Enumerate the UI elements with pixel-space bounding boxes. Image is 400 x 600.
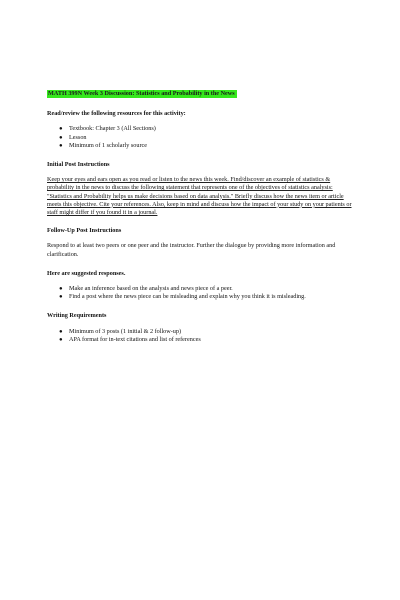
suggested-responses-list <box>47 285 357 301</box>
writing-requirements-list <box>47 328 357 344</box>
bullet-icon: ● <box>59 294 63 301</box>
bullet-icon: ● <box>59 286 63 293</box>
list-item: ● APA format for in-text citations and list of references <box>59 335 201 343</box>
document-title: MATH 399N Week 3 Discussion: Statistics and Probability in the News <box>48 90 235 97</box>
followup-post-text: Respond to at least two peers or one peer and the instructor. Further the dialogue by providing more information and clarification. <box>47 242 336 258</box>
list-item: ● Make an inference based on the analysis and news piece of a peer. <box>59 285 233 293</box>
list-item: ● Minimum of 1 scholarly source <box>59 141 148 149</box>
list-item: ● Find a post where the news piece can be misleading and explain why you think it is misleading. <box>59 293 306 301</box>
suggested-responses-heading: Here are suggested responses. <box>47 269 126 277</box>
bullet-icon: ● <box>59 142 63 149</box>
resources-heading: Read/review the following resources for this activity: <box>47 110 186 118</box>
document-content <box>47 90 357 355</box>
list-item: ● Textbook: Chapter 3 (All Sections) <box>59 125 156 133</box>
bullet-icon: ● <box>59 126 63 133</box>
bullet-icon: ● <box>59 336 63 343</box>
writing-requirements-heading: Writing Requirements <box>47 312 107 320</box>
followup-post-heading: Follow-Up Post Instructions <box>47 227 122 235</box>
bullet-icon: ● <box>59 134 63 141</box>
initial-post-text: Keep your eyes and ears open as you read or listen to the news this week. Find/discover an example of statistics & probability in the news to discuss the following statement that represents one of the objectives of statistics analysis: "Statistics and Probability helps us make decisions based on data analysis." Briefly discuss how the news item or article meets this objective. Cite your references. Also, keep in mind and discuss how the impact of your study on your patients or staff might differ if you found it in a journal. <box>47 176 352 217</box>
bullet-icon: ● <box>59 328 63 335</box>
list-item: ● Minimum of 3 posts (1 initial & 2 follow-up) <box>59 327 182 335</box>
list-item: ● Lesson <box>59 133 87 141</box>
initial-post-heading: Initial Post Instructions <box>47 161 110 169</box>
resources-list <box>47 125 357 150</box>
